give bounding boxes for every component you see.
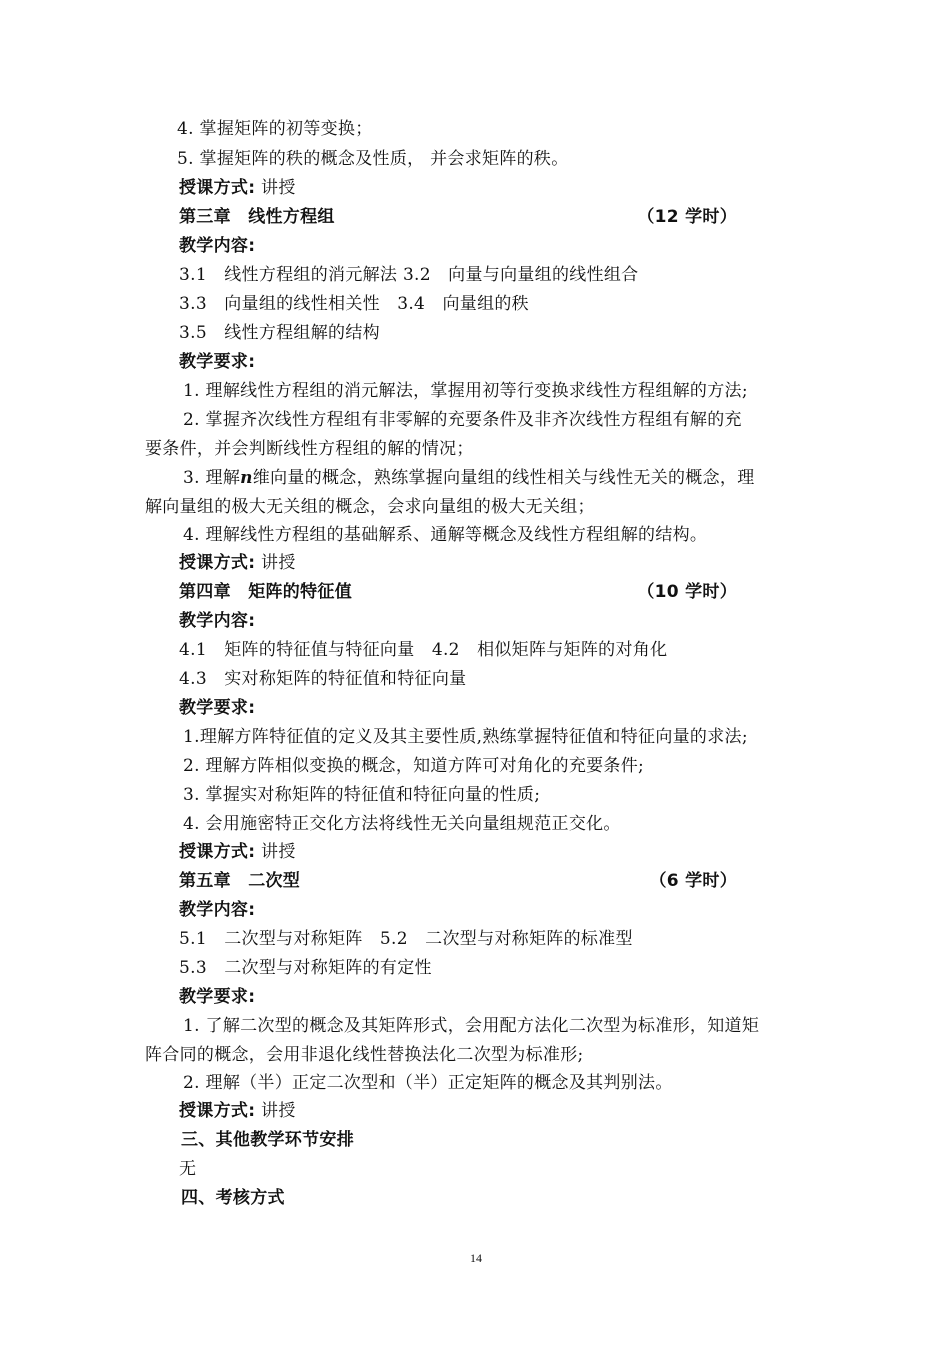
chapter-hours: （12 学时） xyxy=(637,207,737,227)
requirement-item: 阵合同的概念，会用非退化线性替换法化二次型为标准形; xyxy=(145,1045,584,1065)
content-item: 3.5 线性方程组解的结构 xyxy=(179,323,380,343)
section-label: 教学内容: xyxy=(179,236,256,256)
list-item: 4. 掌握矩阵的初等变换； xyxy=(177,119,373,139)
text: 维向量的概念，熟练掌握向量组的线性相关与线性无关的概念，理 xyxy=(252,468,755,488)
content-item: 4.3 实对称矩阵的特征值和特征向量 xyxy=(179,669,467,689)
value: 讲授 xyxy=(255,553,296,573)
chapter-title: 第三章 线性方程组 xyxy=(179,207,335,227)
teach-method-line xyxy=(179,549,296,578)
section-label: 教学要求: xyxy=(179,352,256,372)
requirement-item: 1. 了解二次型的概念及其矩阵形式，会用配方法化二次型为标准形，知道矩 xyxy=(183,1016,760,1036)
teach-method-line xyxy=(179,838,296,867)
requirement-item xyxy=(183,464,755,493)
value: 讲授 xyxy=(255,178,296,198)
chapter-heading xyxy=(179,578,869,607)
content-item: 5.1 二次型与对称矩阵 5.2 二次型与对称矩阵的标准型 xyxy=(179,929,633,949)
label: 授课方式: xyxy=(179,842,256,862)
requirement-item: 4. 理解线性方程组的基础解系、通解等概念及线性方程组解的结构。 xyxy=(183,525,708,545)
section-heading: 三、其他教学环节安排 xyxy=(181,1130,354,1150)
content-item: 5.3 二次型与对称矩阵的有定性 xyxy=(179,958,432,978)
requirement-item: 2. 掌握齐次线性方程组有非零解的充要条件及非齐次线性方程组有解的充 xyxy=(183,410,742,430)
requirement-item: 3. 掌握实对称矩阵的特征值和特征向量的性质; xyxy=(183,785,541,805)
requirement-item: 2. 理解（半）正定二次型和（半）正定矩阵的概念及其判别法。 xyxy=(183,1073,673,1093)
chapter-heading xyxy=(179,203,869,232)
chapter-title: 第五章 二次型 xyxy=(179,871,301,891)
requirement-item: 要条件，并会判断线性方程组的解的情况； xyxy=(145,439,474,459)
content-item: 3.1 线性方程组的消元解法 3.2 向量与向量组的线性组合 xyxy=(179,265,639,285)
teach-method-line xyxy=(179,1097,296,1126)
requirement-item: 解向量组的极大无关组的概念，会求向量组的极大无关组； xyxy=(145,497,595,517)
label: 授课方式: xyxy=(179,553,256,573)
label: 授课方式: xyxy=(179,178,256,198)
section-label: 教学要求: xyxy=(179,698,256,718)
section-body: 无 xyxy=(179,1159,197,1179)
page-number: 14 xyxy=(470,1251,482,1265)
section-label: 教学内容: xyxy=(179,611,256,631)
teach-method-line xyxy=(179,174,296,203)
section-label: 教学要求: xyxy=(179,987,256,1007)
chapter-hours: （10 学时） xyxy=(637,582,737,602)
chapter-title: 第四章 矩阵的特征值 xyxy=(179,582,352,602)
requirement-item: 1.理解方阵特征值的定义及其主要性质,熟练掌握特征值和特征向量的求法; xyxy=(183,727,748,747)
list-item: 5. 掌握矩阵的秩的概念及性质， 并会求矩阵的秩。 xyxy=(177,149,569,169)
value: 讲授 xyxy=(255,842,296,862)
content-item: 3.3 向量组的线性相关性 3.4 向量组的秩 xyxy=(179,294,529,314)
requirement-item: 2. 理解方阵相似变换的概念，知道方阵可对角化的充要条件; xyxy=(183,756,645,776)
chapter-hours: （6 学时） xyxy=(649,871,737,891)
content-item: 4.1 矩阵的特征值与特征向量 4.2 相似矩阵与矩阵的对角化 xyxy=(179,640,668,660)
chapter-heading xyxy=(179,867,869,896)
requirement-item: 4. 会用施密特正交化方法将线性无关向量组规范正交化。 xyxy=(183,814,621,834)
text: 3. 理解 xyxy=(183,468,241,488)
requirement-item: 1. 理解线性方程组的消元解法，掌握用初等行变换求线性方程组解的方法; xyxy=(183,381,748,401)
section-heading: 四、考核方式 xyxy=(181,1188,285,1208)
section-label: 教学内容: xyxy=(179,900,256,920)
value: 讲授 xyxy=(255,1101,296,1121)
variable-n: n xyxy=(240,468,253,488)
label: 授课方式: xyxy=(179,1101,256,1121)
